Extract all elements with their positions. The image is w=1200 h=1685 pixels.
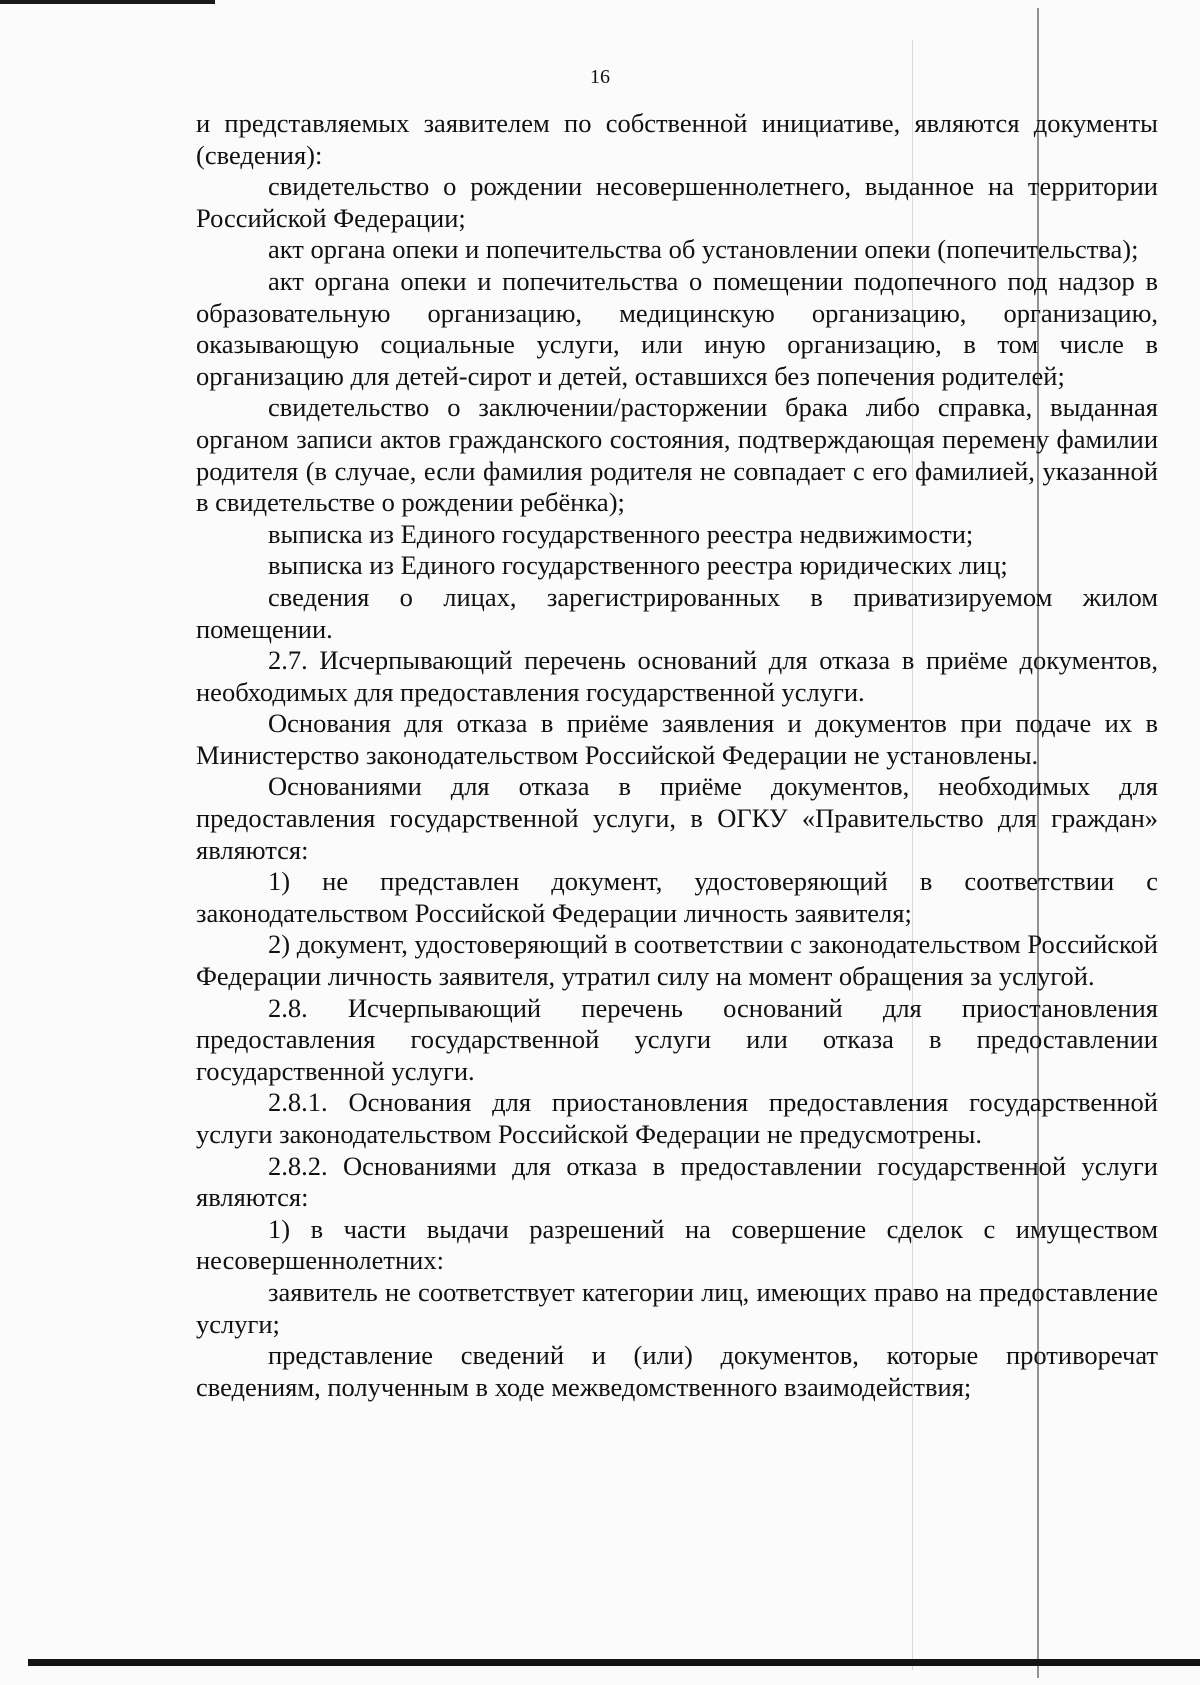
page-number: 16 <box>590 66 610 88</box>
paragraph: 2.8.1. Основания для приостановления предоставления государственной услуги законодательством Российской Федерации не предусмотрены. <box>196 1087 1158 1149</box>
list-item: 1) в части выдачи разрешений на совершение сделок с имуществом несовершеннолетних: <box>196 1213 1158 1276</box>
paragraph: заявитель не соответствует категории лиц, имеющих право на предоставление услуги; <box>196 1276 1158 1339</box>
paragraph: акт органа опеки и попечительства об установлении опеки (попечительства); <box>268 234 1139 265</box>
section-heading: 2.8. Исчерпывающий перечень оснований для приостановления предоставления государственной услуги или отказа в предоставлении государственной услуги. <box>196 992 1158 1086</box>
scan-edge-top <box>0 0 215 4</box>
scan-edge-bottom <box>28 1659 1200 1666</box>
paragraph: сведения о лицах, зарегистрированных в приватизируемом жилом помещении. <box>196 581 1158 644</box>
paragraph: 2.8.2. Основаниями для отказа в предоставлении государственной услуги являются: <box>196 1150 1158 1213</box>
list-item: 1) не представлен документ, удостоверяющий в соответствии с законодательством Российской Федерации личность заявителя; <box>196 866 1158 928</box>
paragraph: Основания для отказа в приёме заявления и документов при подаче их в Министерство законодательством Российской Федерации не установлены. <box>196 708 1158 770</box>
paragraph: акт органа опеки и попечительства о помещении подопечного под надзор в образовательную организацию, медицинскую организацию, организацию, оказывающую социальные услуги, или иную организацию, в том числе в организацию для детей-сирот и детей, оставшихся без попечения родителей; <box>196 265 1158 391</box>
paragraph: выписка из Единого государственного реестра юридических лиц; <box>268 550 1008 581</box>
document-body <box>196 108 1158 1403</box>
paragraph: и представляемых заявителем по собственной инициативе, являются документы (сведения): <box>196 108 1158 170</box>
paragraph: свидетельство о заключении/расторжении брака либо справка, выданная органом записи актов гражданского состояния, подтверждающая перемену фамилии родителя (в случае, если фамилия родителя не совпадает с его фамилией, указанной в свидетельстве о рождении ребёнка); <box>196 392 1158 518</box>
list-item: 2) документ, удостоверяющий в соответствии с законодательством Российской Федерации личность заявителя, утратил силу на момент обращения за услугой. <box>196 929 1158 992</box>
paragraph: представление сведений и (или) документов, которые противоречат сведениям, полученным в ходе межведомственного взаимодействия; <box>196 1340 1158 1402</box>
paragraph: свидетельство о рождении несовершеннолетнего, выданное на территории Российской Федерации; <box>196 171 1158 233</box>
paragraph: Основаниями для отказа в приёме документов, необходимых для предоставления государственной услуги, в ОГКУ «Правительство для граждан» являются: <box>196 771 1158 865</box>
section-heading: 2.7. Исчерпывающий перечень оснований для отказа в приёме документов, необходимых для предоставления государственной услуги. <box>196 645 1158 707</box>
paragraph: выписка из Единого государственного реестра недвижимости; <box>268 518 974 549</box>
